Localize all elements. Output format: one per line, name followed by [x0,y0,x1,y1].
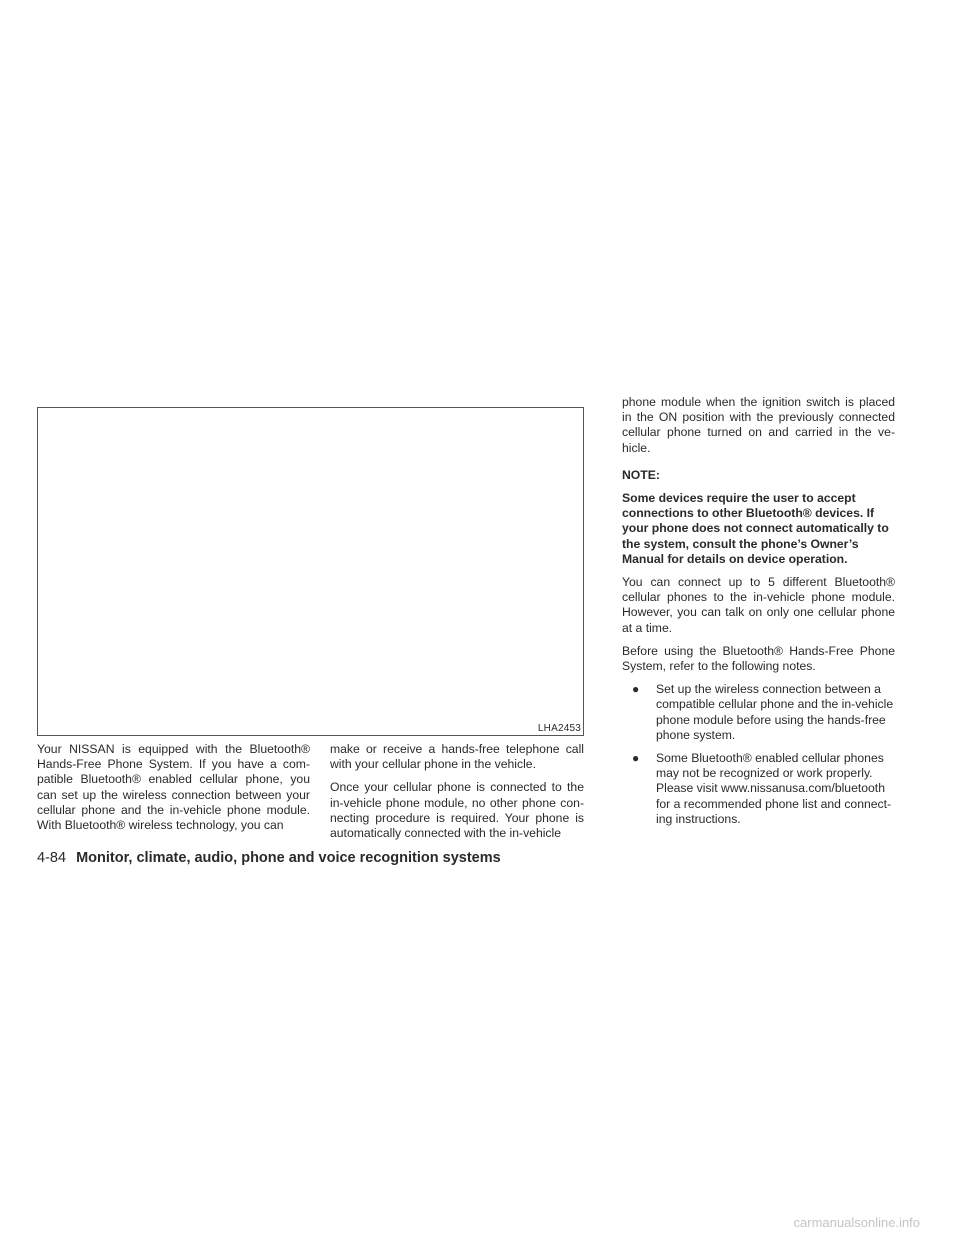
text-column-right [622,395,895,835]
figure-id-label: LHA2453 [537,723,581,734]
figure-placeholder [37,407,584,736]
page-footer [37,850,501,866]
watermark: carmanualsonline.info [793,1215,920,1230]
text-column-left [37,742,310,841]
text-column-middle [330,742,584,849]
paragraph-intro: Your NISSAN is equipped with the Bluetooth® Hands-Free Phone System. If you have a compatible Bluetooth® enabled cellular phone, you can set up the wireless connection between your cellular phone and the in-vehicle phone module. With Bluetooth® wireless technology, you can [37,742,310,833]
paragraph-before-using: Before using the Bluetooth® Hands-Free Phone System, refer to the following notes. [622,643,895,674]
paragraph-connected: Once your cellular phone is connected to the in-vehicle phone module, no other phone connecting procedure is required. Your phone is automatically connected with the in-vehicle [330,780,584,841]
bullet-icon: ● [632,682,640,697]
list-item-text: Some Bluetooth® enabled cellular phones may not be recognized or work properly. Please visit www.nissanusa.com/bluetooth for a recommended phone list and connecting instructions. [656,751,892,826]
paragraph-call: make or receive a hands-free telephone call with your cellular phone in the vehicle. [330,742,584,772]
notes-list [622,682,895,827]
page-number: 4-84 [37,850,67,866]
list-item [632,682,895,743]
paragraph-ignition: phone module when the ignition switch is placed in the ON position with the previously connected cellular phone turned on and carried in the vehicle. [622,395,895,455]
list-item-text: Set up the wireless connection between a compatible cellular phone and the in-vehicle phone module before using the hands-free phone system. [656,682,894,742]
section-title: Monitor, climate, audio, phone and voice recognition systems [76,850,501,866]
list-item [632,751,895,827]
bullet-icon: ● [632,751,640,766]
paragraph-phone-limit: You can connect up to 5 different Bluetooth® cellular phones to the in-vehicle phone module. However, you can talk on only one cellular phone at a time. [622,575,895,635]
note-body: Some devices require the user to accept connections to other Bluetooth® devices. If your phone does not connect automatically to the system, consult the phone’s Owner’s Manual for details on device operation. [622,491,889,566]
note-heading: NOTE: [622,467,660,482]
